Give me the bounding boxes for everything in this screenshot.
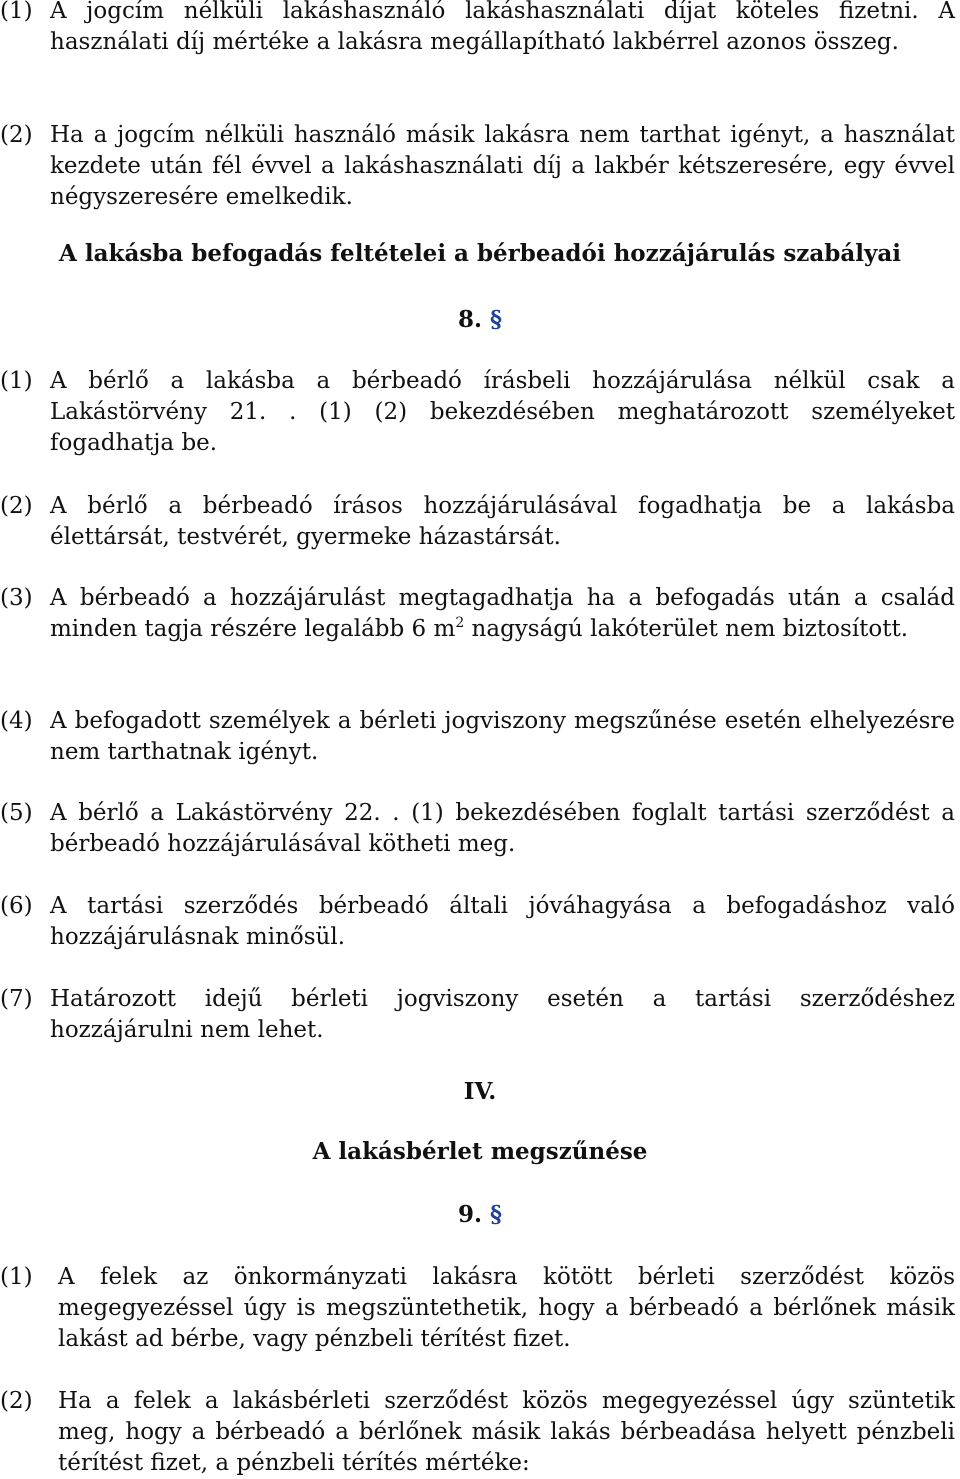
paragraph-8-6 bbox=[0, 891, 955, 953]
paragraph-text: Határozott idejű bérleti jogviszony esetén a tartási szerződéshez hozzájárulni nem lehet. bbox=[50, 986, 955, 1043]
paragraph-number: (4) bbox=[0, 708, 33, 734]
heading-admission-conditions: A lakásba befogadás feltételei a bérbeadói hozzájárulás szabályai bbox=[59, 240, 901, 267]
paragraph-8-5 bbox=[0, 798, 955, 860]
paragraph-text: A bérlő a lakásba a bérbeadó írásbeli hozzájárulása nélkül csak a Lakástörvény 21. . (1) (2) bekezdésében meghatározott személyeket fogadhatja be. bbox=[50, 368, 955, 456]
section-9-mark bbox=[0, 1201, 960, 1228]
paragraph-number: (2) bbox=[0, 122, 33, 148]
paragraph-text-part: A bérbeadó a hozzájárulást megtagadhatja ha a befogadás után a család minden tagja részére legalább 6 m bbox=[50, 585, 955, 642]
paragraph-text bbox=[50, 583, 955, 645]
paragraph-text: A bérlő a Lakástörvény 22. . (1) bekezdésében foglalt tartási szerződést a bérbeadó hozzájárulásával kötheti meg. bbox=[50, 800, 955, 857]
section-sign: § bbox=[490, 1201, 503, 1228]
paragraph-8-4 bbox=[0, 706, 955, 768]
paragraph-text: A jogcím nélküli lakáshasználó lakáshasználati díjat köteles fizetni. A használati díj mértéke a lakásra megállapítható lakbérrel azonos összeg. bbox=[50, 0, 955, 55]
paragraph-number: (2) bbox=[0, 1388, 33, 1414]
section-number: 9. bbox=[457, 1201, 482, 1228]
paragraph-number: (5) bbox=[0, 800, 33, 826]
section-number: 8. bbox=[457, 306, 482, 333]
paragraph-number: (3) bbox=[0, 585, 33, 611]
paragraph-number: (1) bbox=[0, 0, 33, 24]
heading-lease-termination: A lakásbérlet megszűnése bbox=[312, 1138, 648, 1165]
paragraph-text: A felek az önkormányzati lakásra kötött bérleti szerződést közös megegyezéssel úgy is megszüntethetik, hogy a bérbeadó a bérlőnek másik lakást ad bérbe, vagy pénzbeli térítést fizet. bbox=[58, 1264, 955, 1352]
paragraph-9-2 bbox=[0, 1386, 955, 1479]
paragraph-9-1 bbox=[0, 1262, 955, 1355]
paragraph-text: Ha a felek a lakásbérleti szerződést közös megegyezéssel úgy szüntetik meg, hogy a bérbeadó a bérlőnek másik lakás bérbeadása helyett pénzbeli térítést fizet, a pénzbeli térítés mértéke: bbox=[58, 1388, 955, 1476]
paragraph-2-usage-fee-increase bbox=[0, 120, 955, 213]
paragraph-number: (1) bbox=[0, 1264, 33, 1290]
paragraph-text: A befogadott személyek a bérleti jogviszony megszűnése esetén elhelyezésre nem tarthatnak igényt. bbox=[50, 708, 955, 765]
paragraph-8-2 bbox=[0, 491, 955, 553]
paragraph-text-part: nagyságú lakóterület nem biztosított. bbox=[464, 616, 909, 642]
chapter-number: IV. bbox=[463, 1078, 497, 1105]
paragraph-text: Ha a jogcím nélküli használó másik lakásra nem tarthat igényt, a használat kezdete után fél évvel a lakáshasználati díj a lakbér kétszeresére, egy évvel négyszeresére emelkedik. bbox=[50, 122, 955, 210]
section-sign: § bbox=[490, 306, 503, 333]
paragraph-text: A bérlő a bérbeadó írásos hozzájárulásával fogadhatja be a lakásba élettársát, testvérét, gyermeke házastársát. bbox=[50, 493, 955, 550]
paragraph-8-3 bbox=[0, 583, 955, 645]
paragraph-text: A tartási szerződés bérbeadó általi jóváhagyása a befogadáshoz való hozzájárulásnak minősül. bbox=[50, 893, 955, 950]
superscript-exponent: 2 bbox=[455, 615, 465, 631]
paragraph-number: (7) bbox=[0, 986, 33, 1012]
paragraph-8-7 bbox=[0, 984, 955, 1046]
paragraph-number: (2) bbox=[0, 493, 33, 519]
section-8-mark bbox=[0, 306, 960, 333]
paragraph-number: (6) bbox=[0, 893, 33, 919]
paragraph-number: (1) bbox=[0, 368, 33, 394]
paragraph-1-usage-fee bbox=[0, 0, 955, 58]
paragraph-8-1 bbox=[0, 366, 955, 459]
